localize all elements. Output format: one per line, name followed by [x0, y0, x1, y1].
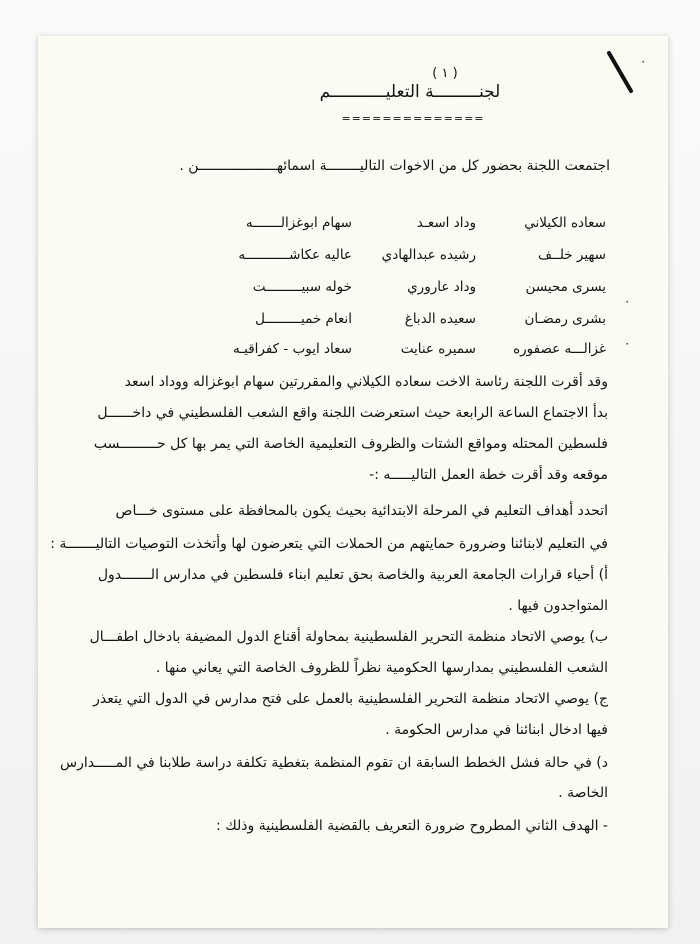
member-name: يسرى محيسن	[525, 279, 606, 295]
member-name: بشرى رمضـان	[524, 311, 606, 327]
member-name: سهام ابوغزالـــــــه	[245, 215, 352, 231]
intro-line: اجتمعت اللجنة بحضور كل من الاخوات التاليــــــــة اسمائهـــــــــــــــــــن .	[179, 158, 610, 174]
paragraph-line: بدأ الاجتماع الساعة الرابعة حيث استعرضت اللجنة واقع الشعب الفلسطيني في داخــــــل	[97, 405, 608, 421]
paragraph-line: الخاصة .	[558, 785, 608, 801]
member-name: سميره عنايت	[400, 341, 476, 357]
member-name: سعاد ايوب - كفراقيـه	[232, 341, 352, 357]
bullet-mark: ٠	[624, 336, 631, 350]
member-name: غزالـــه عصفوره	[513, 341, 606, 357]
member-name: سعاده الكيلاني	[524, 215, 606, 231]
title-underline: ==============	[341, 112, 485, 125]
paragraph-line: أ) أحياء قرارات الجامعة العربية والخاصة بحق تعليم ابناء فلسطين في مدارس الـــــــدول	[97, 567, 608, 583]
paragraph-line: اتحدد أهداف التعليم في المرحلة الابتدائية بحيث يكون بالمحافظة على مستوى خـــاص	[115, 503, 608, 519]
member-name: خوله سبيـــــــــت	[252, 279, 352, 295]
bullet-mark: ٠	[624, 294, 631, 308]
paragraph-line: د) في حالة فشل الخطط السابقة ان تقوم المنظمة بتغطية تكلفة دراسة طلابنا في المـــــدارس	[60, 755, 608, 771]
page-number: ( ١ )	[432, 66, 458, 81]
paragraph-line: فلسطين المحتله ومواقع الشتات والظروف التعليمية الخاصة التي يمر بها كل حـــــــــسب	[93, 436, 608, 452]
member-name: سعيده الدباغ	[404, 311, 476, 327]
paragraph-line: موقعه وقد أقرت خطة العمل التاليـــــه :-	[369, 467, 608, 483]
member-name: رشيده عبدالهادي	[381, 247, 476, 263]
paragraph-line: فيها ادخال ابنائنا في مدارس الحكومة .	[385, 722, 608, 738]
paragraph-line: في التعليم لابنائنا وضرورة حمايتهم من الحملات التي يتعرضون لها وأتخذت التوصيات التاليـــــــة :	[50, 536, 608, 552]
paragraph-line: الشعب الفلسطيني بمدارسها الحكومية نظراً للظروف الخاصة التي يعاني منها .	[155, 660, 608, 676]
member-name: انعام خميـــــــــل	[255, 311, 352, 327]
member-name: وداد عاروري	[407, 279, 476, 295]
member-name: عاليه عكاشـــــــــــه	[238, 247, 352, 263]
member-name: وداد اسعـد	[416, 215, 476, 231]
paragraph-line: وقد أقرت اللجنة رئاسة الاخت سعاده الكيلاني والمقررتين سهام ابوغزاله ووداد اسعد	[124, 374, 608, 390]
paragraph-line: المتواجدون فيها .	[508, 598, 608, 614]
corner-mark: ٠	[640, 54, 647, 68]
paragraph-line: - الهدف الثاني المطروح ضرورة التعريف بالقضية الفلسطينية وذلك :	[216, 818, 608, 834]
member-name: سهير خلــف	[537, 247, 606, 263]
paragraph-line: ج) يوصي الاتحاد منظمة التحرير الفلسطينية بالعمل على فتح مدارس في الدول التي يتعذر	[93, 691, 608, 707]
paragraph-line: ب) يوصي الاتحاد منظمة التحرير الفلسطينية بمحاولة أقناع الدول المضيفة بادخال اطفـــال	[89, 629, 608, 645]
page-title: لجنـــــــــة التعليـــــــــــم	[319, 82, 501, 102]
